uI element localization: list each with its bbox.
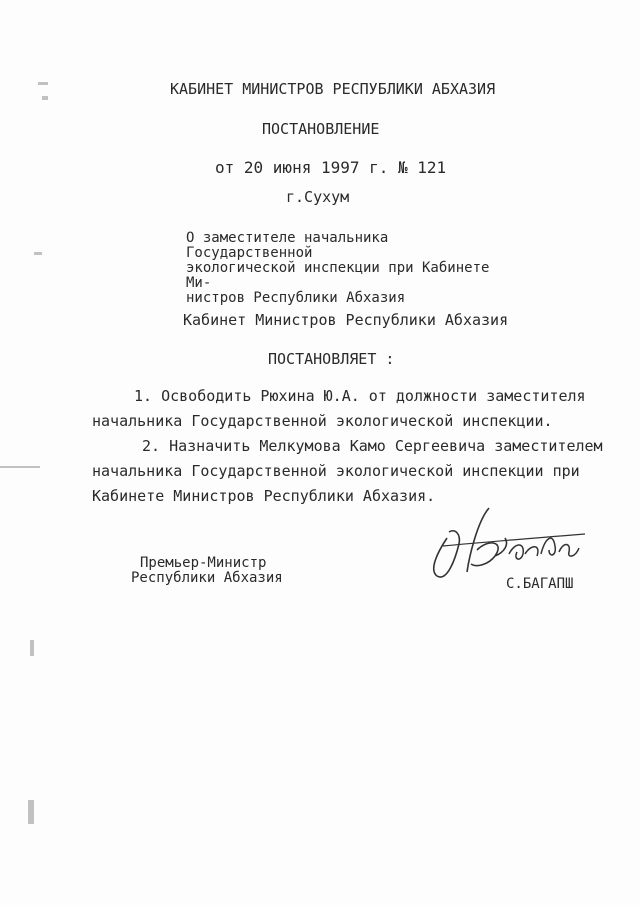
signer-position-line-2: Республики Абхазия <box>131 570 283 586</box>
resolves-heading: ПОСТАНОВЛЯЕТ : <box>268 350 395 368</box>
document-city: г.Сухум <box>286 188 350 206</box>
subject-line: О заместителе начальника Государственной <box>186 230 389 261</box>
scan-speck <box>42 96 48 100</box>
issuing-body: Кабинет Министров Республики Абхазия <box>183 311 509 329</box>
signer-position-line-1: Премьер-Министр <box>140 555 267 571</box>
document-title: ПОСТАНОВЛЕНИЕ <box>262 120 380 138</box>
subject-line: экологической инспекции при Кабинете Ми- <box>186 260 490 291</box>
scan-speck <box>0 466 40 468</box>
document-header: КАБИНЕТ МИНИСТРОВ РЕСПУБЛИКИ АБХАЗИЯ <box>170 80 496 98</box>
subject-line: нистров Республики Абхазия <box>186 290 406 306</box>
scan-speck <box>38 82 48 85</box>
paragraph-1: 1. Освободить Рюхина Ю.А. от должности заместителя начальника Государственной экологической инспекции. <box>92 387 586 430</box>
signer-name: С.БАГАПШ <box>506 576 574 592</box>
document-subject <box>186 231 516 306</box>
scan-speck <box>28 800 34 824</box>
scan-speck <box>34 252 42 255</box>
handwritten-signature <box>425 498 595 588</box>
paragraph-2: 2. Назначить Мелкумова Камо Сергеевича заместителем начальника Государственной экологической инспекции при Кабинете Министров Республики Абхазия. <box>92 437 603 505</box>
scan-speck <box>30 640 34 656</box>
document-date: от 20 июня 1997 г. № 121 <box>215 158 447 177</box>
